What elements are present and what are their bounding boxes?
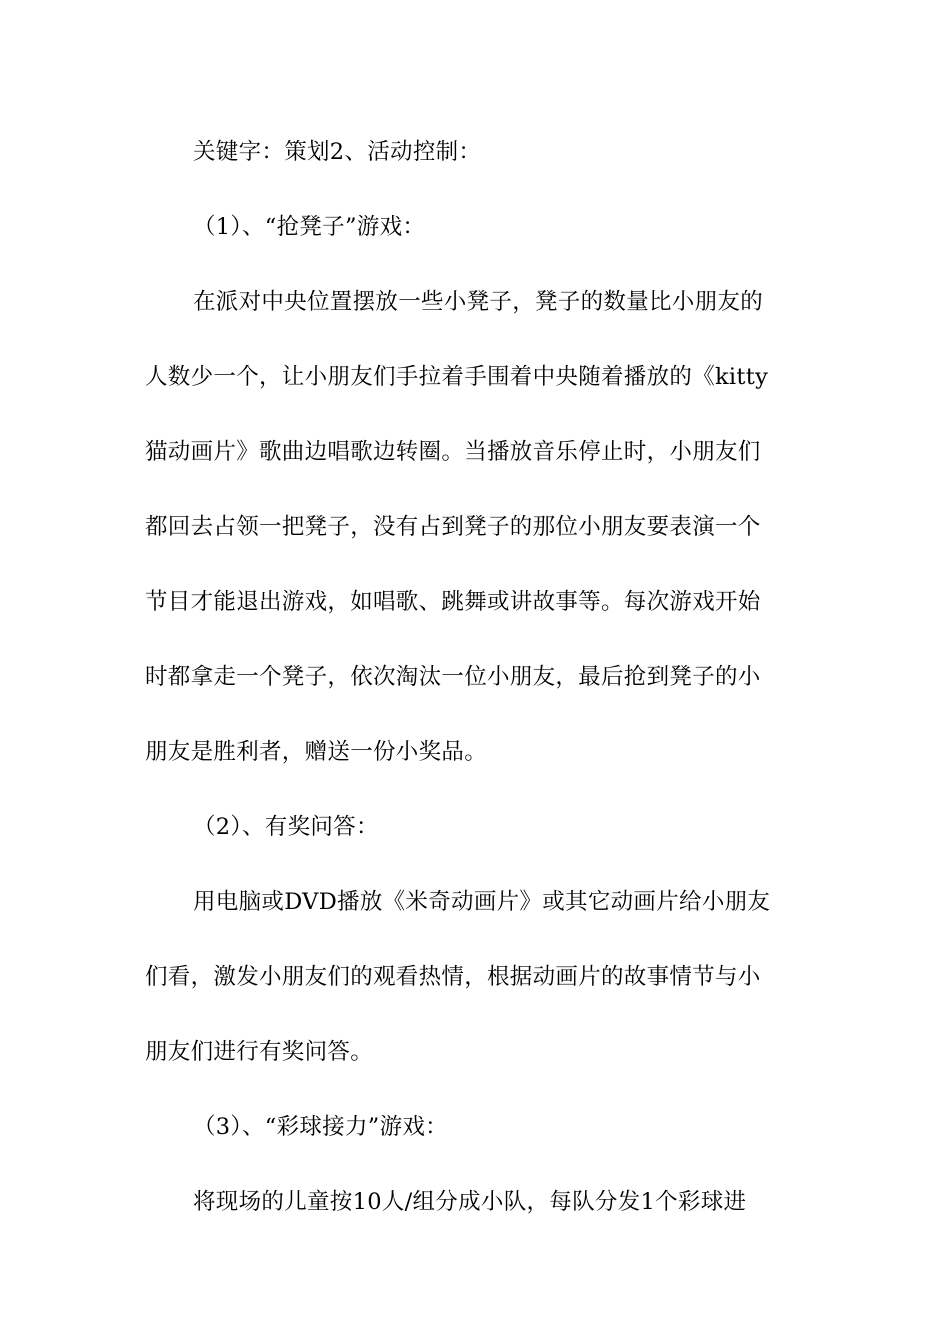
section-heading-1: （1）、“抢凳子”游戏：	[193, 214, 426, 240]
paragraph-line: 朋友是胜利者，赠送一份小奖品。	[145, 739, 488, 765]
paragraph-line: 时都拿走一个凳子，依次淘汰一位小朋友，最后抢到凳子的小	[145, 664, 761, 690]
paragraph-line: 们看，激发小朋友们的观看热情，根据动画片的故事情节与小	[145, 964, 761, 990]
paragraph-line: 人数少一个，让小朋友们手拉着手围着中央随着播放的《kitty	[145, 364, 769, 390]
paragraph-line: 在派对中央位置摆放一些小凳子，凳子的数量比小朋友的	[193, 289, 764, 315]
paragraph-line: 猫动画片》歌曲边唱歌边转圈。当播放音乐停止时，小朋友们	[145, 439, 761, 465]
paragraph-line: 将现场的儿童按10人/组分成小队，每队分发1个彩球进	[193, 1189, 747, 1215]
paragraph-line: 都回去占领一把凳子，没有占到凳子的那位小朋友要表演一个	[145, 514, 761, 540]
keywords-line: 关键字：策划2、活动控制：	[193, 139, 482, 165]
section-heading-3: （3）、“彩球接力”游戏：	[193, 1114, 448, 1140]
section-heading-2: （2）、有奖问答：	[193, 814, 379, 840]
paragraph-line: 节目才能退出游戏，如唱歌、跳舞或讲故事等。每次游戏开始	[145, 589, 761, 615]
paragraph-line: 朋友们进行有奖问答。	[145, 1039, 374, 1065]
paragraph-line: 用电脑或DVD播放《米奇动画片》或其它动画片给小朋友	[193, 889, 771, 915]
